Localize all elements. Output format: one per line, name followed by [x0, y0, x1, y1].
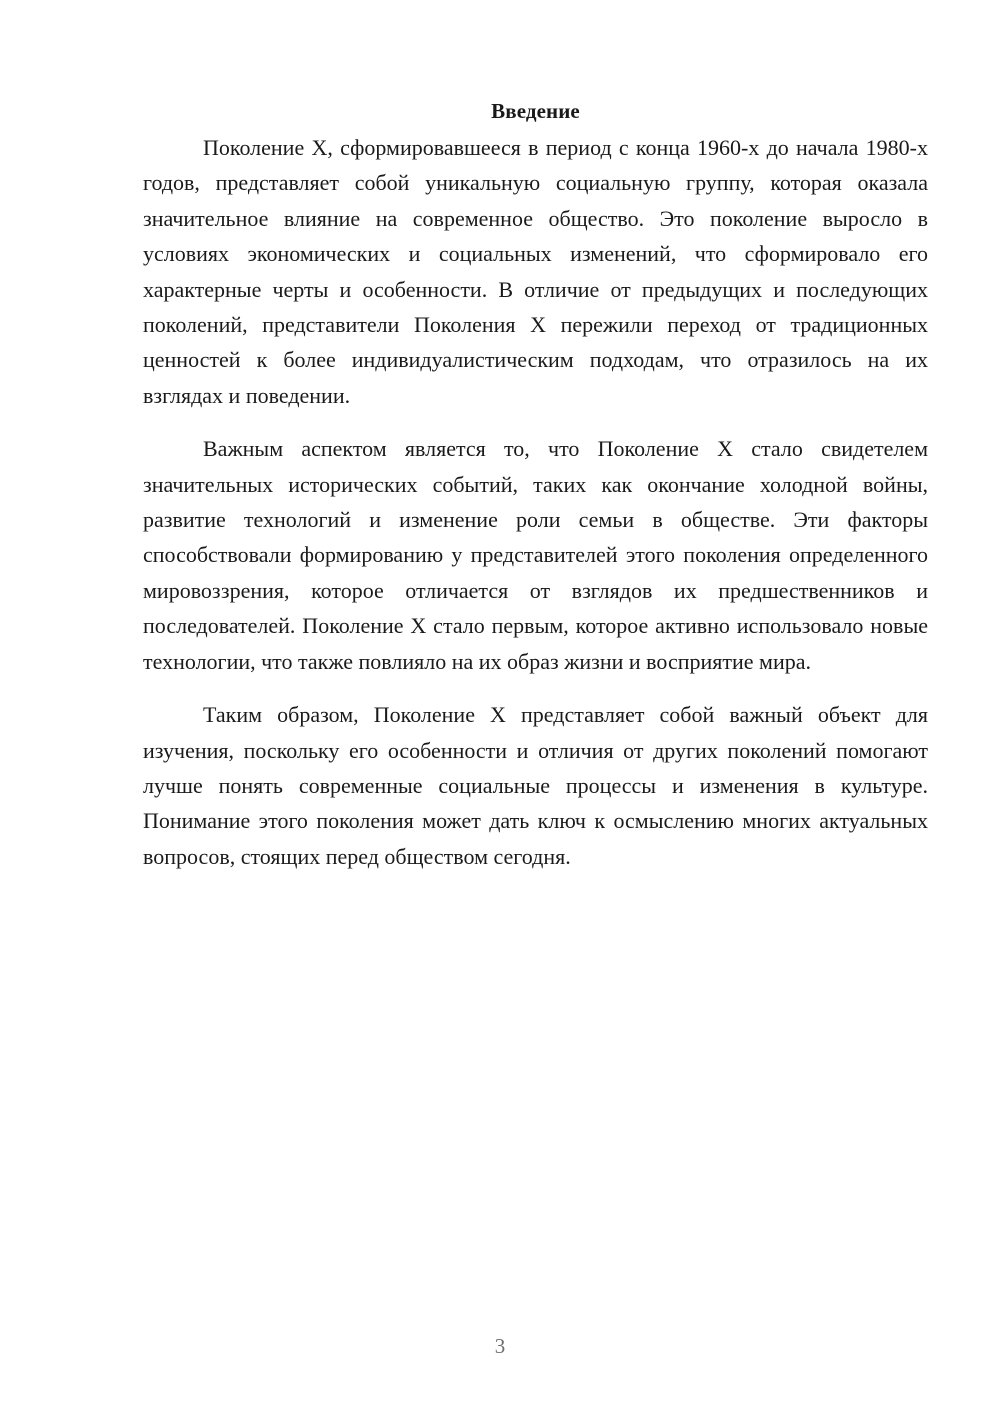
paragraph-1: Поколение X, сформировавшееся в период с конца 1960-х до начала 1980-х годов, представляет собой уникальную социальную группу, которая оказала значительное влияние на современное общество. Это поколение выросло в условиях экономических и социальных изменений, что сформировало его характерные черты и особенности. В отличие от предыдущих и последующих поколений, представители Поколения X пережили переход от традиционных ценностей к более индивидуалистическим подходам, что отразилось на их взглядах и поведении. [143, 135, 928, 408]
section-heading: Введение [491, 99, 580, 123]
paragraph-3: Таким образом, Поколение X представляет собой важный объект для изучения, поскольку его особенности и отличия от других поколений помогают лучше понять современные социальные процессы и изменения в культуре. Понимание этого поколения может дать ключ к осмыслению многих актуальных вопросов, стоящих перед обществом сегодня. [143, 702, 928, 869]
page-content [143, 96, 928, 892]
page-number: 3 [494, 1334, 506, 1358]
paragraph-2: Важным аспектом является то, что Поколение X стало свидетелем значительных исторических событий, таких как окончание холодной войны, развитие технологий и изменение роли семьи в обществе. Эти факторы способствовали формированию у представителей этого поколения определенного мировоззрения, которое отличается от взглядов их предшественников и последователей. Поколение X стало первым, которое активно использовало новые технологии, что также повлияло на их образ жизни и восприятие мира. [143, 436, 928, 674]
